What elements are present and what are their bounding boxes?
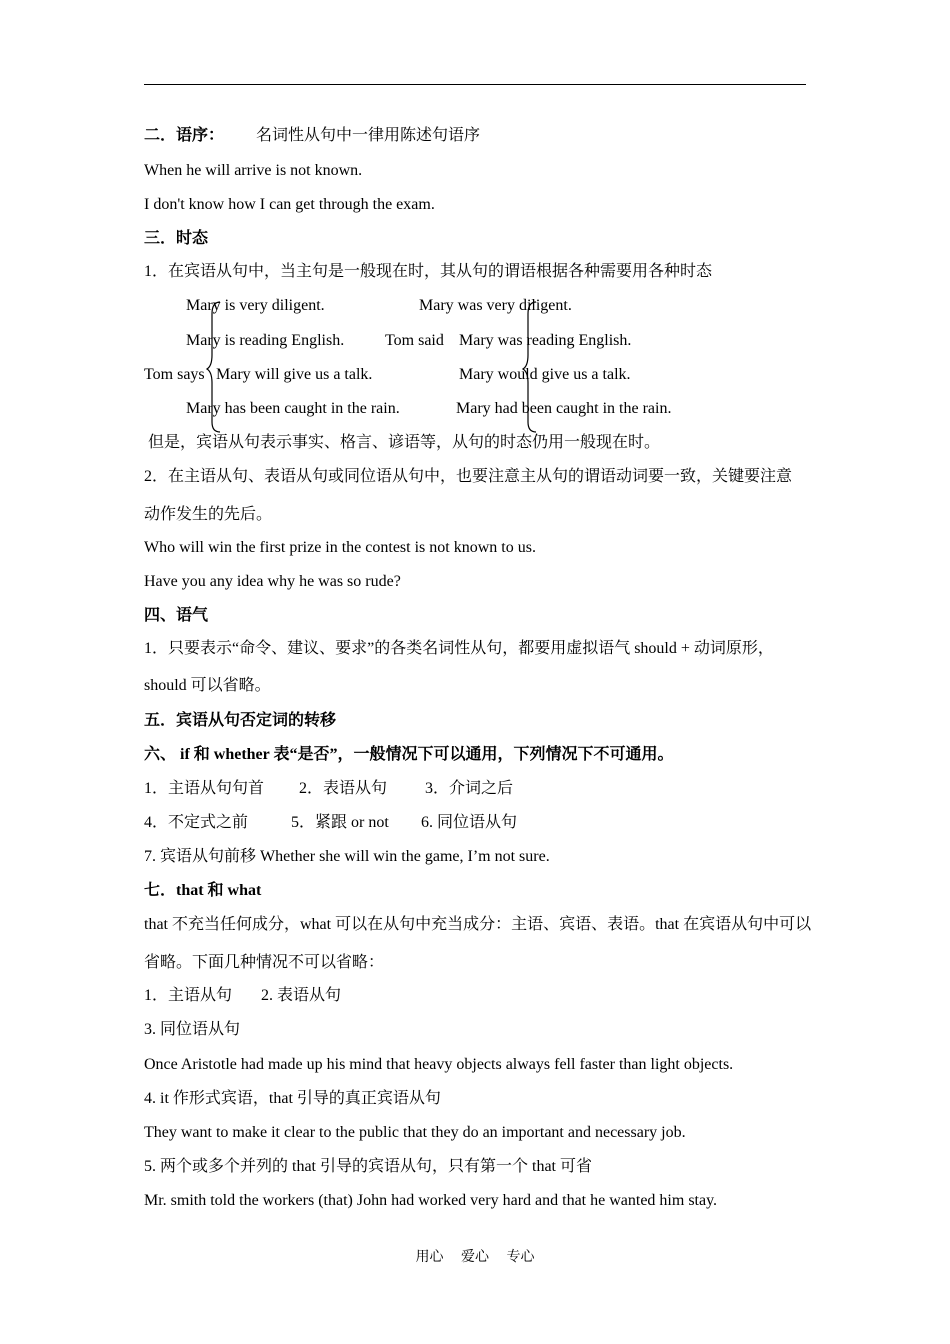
section-6-heading: 六、 if 和 whether 表“是否”，一般情况下可以通用，下列情况下不可通用。	[144, 746, 674, 763]
s6-item-1: 1．主语从句句首	[144, 780, 265, 797]
tense-left-3: Mary will give us a talk.	[216, 366, 373, 383]
tense-right-1: Mary was very diligent.	[419, 297, 572, 314]
s3-paragraph-2a: 2．在主语从句、表语从句或同位语从句中，也要注意主从句的谓语动词要一致，关键要注意	[144, 468, 793, 485]
s6-item-2: 2．表语从句	[299, 780, 388, 797]
tense-left-2: Mary is reading English.	[186, 332, 345, 349]
section-2-line	[144, 126, 480, 146]
s6-item-4: 4．不定式之前	[144, 814, 249, 831]
s7-paragraph-1a: that 不充当任何成分，what 可以在从句中充当成分：主语、宾语、表语。that 在宾语从句中可以	[144, 916, 812, 933]
tense-left-1: Mary is very diligent.	[186, 297, 325, 314]
page-footer	[0, 1248, 950, 1268]
tense-right-3: Mary would give us a talk.	[459, 366, 631, 383]
s7-example-3: Once Aristotle had made up his mind that heavy objects always fell faster than light objects.	[144, 1056, 734, 1073]
tom-says-label: Tom says	[144, 366, 205, 383]
section-5-heading: 五．宾语从句否定词的转移	[144, 712, 337, 729]
section-7-heading: 七．that 和 what	[144, 882, 262, 899]
section-4-heading: 四、语气	[144, 607, 209, 624]
s3-example-2: Have you any idea why he was so rude?	[144, 573, 401, 590]
s7-case-3: 3. 同位语从句	[144, 1021, 241, 1038]
s7-example-4: They want to make it clear to the public that they do an important and necessary job.	[144, 1124, 686, 1141]
s3-paragraph-1: 1．在宾语从句中，当主句是一般现在时，其从句的谓语根据各种需要用各种时态	[144, 263, 713, 280]
footer-word-1: 用心	[415, 1250, 444, 1265]
tense-right-4: Mary had been caught in the rain.	[456, 400, 672, 417]
header-rule	[144, 84, 806, 85]
s3-note: 但是，宾语从句表示事实、格言、谚语等，从句的时态仍用一般现在时。	[148, 434, 661, 451]
s7-case-1: 1．主语从句	[144, 987, 233, 1004]
s7-example-5: Mr. smith told the workers (that) John had worked very hard and that he wanted him stay.	[144, 1192, 718, 1209]
s6-item-5: 5．紧跟 or not	[291, 814, 389, 831]
s7-case-2: 2. 表语从句	[261, 987, 342, 1004]
left-brace-icon	[206, 300, 224, 434]
s4-paragraph-1b: should 可以省略。	[144, 677, 271, 694]
s2-example-1: When he will arrive is not known.	[144, 162, 363, 179]
footer-word-3: 专心	[506, 1250, 535, 1265]
section-3-heading: 三．时态	[144, 230, 209, 247]
section-2-text: 名词性从句中一律用陈述句语序	[256, 127, 481, 144]
footer-word-2: 爱心	[461, 1250, 489, 1265]
s3-paragraph-2b: 动作发生的先后。	[144, 506, 273, 523]
tom-said-label: Tom said	[385, 332, 444, 349]
s7-paragraph-1b: 省略。下面几种情况不可以省略：	[144, 954, 385, 971]
s7-case-4: 4. it 作形式宾语，that 引导的真正宾语从句	[144, 1090, 441, 1107]
s6-item-3: 3．介词之后	[425, 780, 514, 797]
s4-paragraph-1a: 1．只要表示“命令、建议、要求”的各类名词性从句，都要用虚拟语气 should + 动词原形，	[144, 640, 774, 657]
right-brace-icon	[522, 300, 540, 434]
s7-case-5: 5. 两个或多个并列的 that 引导的宾语从句，只有第一个 that 可省	[144, 1158, 592, 1175]
tense-left-4: Mary has been caught in the rain.	[186, 400, 400, 417]
s2-example-2: I don't know how I can get through the exam.	[144, 196, 435, 213]
s3-example-1: Who will win the first prize in the contest is not known to us.	[144, 539, 536, 556]
section-2-heading: 二．语序：	[144, 127, 225, 144]
s6-item-6: 6. 同位语从句	[421, 814, 518, 831]
s6-item-7: 7. 宾语从句前移 Whether she will win the game, I’m not sure.	[144, 848, 550, 865]
tense-right-2: Mary was reading English.	[459, 332, 632, 349]
